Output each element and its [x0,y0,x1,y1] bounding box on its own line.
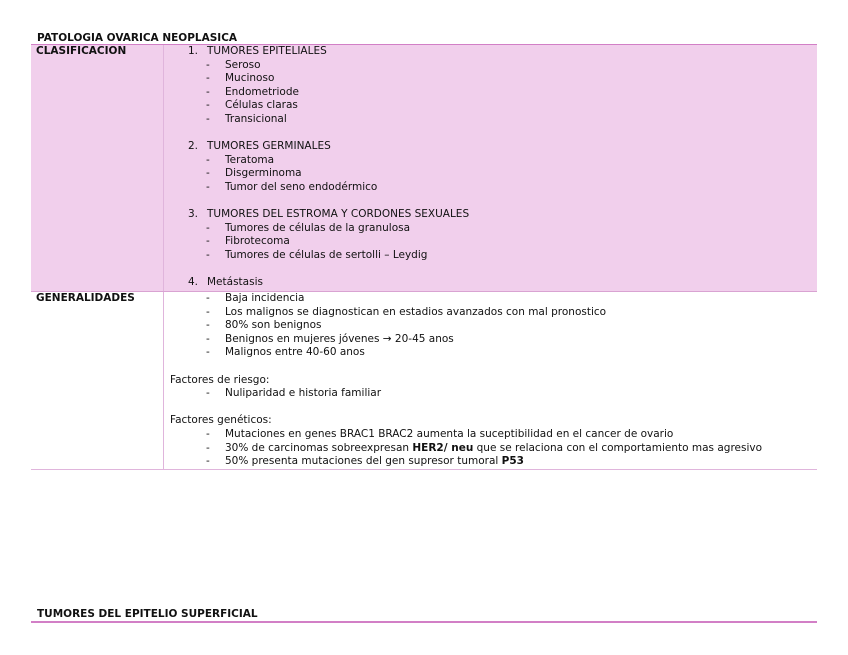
p53-term: P53 [501,455,524,468]
section-rule [31,621,817,623]
section-title: TUMORES DEL EPITELIO SUPERFICIAL [37,608,258,620]
group-items [170,222,817,263]
factores-riesgo-heading: Factores de riesgo: [170,373,270,386]
group-items [170,154,817,195]
list-item: - Células claras [206,99,298,112]
group-name: Metástasis [207,276,263,289]
list-item: - Malignos entre 40-60 anos [206,346,365,359]
group-heading [170,45,817,59]
her2-term: HER2/ neu [412,441,474,454]
list-item: - 80% son benignos [206,319,322,332]
list-item: - Nuliparidad e historia familiar [206,387,382,400]
group-epiteliales [170,45,817,127]
classification-table [31,45,817,470]
group-heading [170,140,817,154]
list-item: - 30% de carcinomas sobreexpresan HER2/ neu que se relaciona con el comportamiento mas agresivo [206,441,763,454]
group-estroma [170,208,817,262]
generalidades-content [164,292,818,470]
group-name: TUMORES GERMINALES [207,140,331,153]
group-items [170,59,817,127]
list-item: - Fibrotecoma [206,235,290,248]
group-name: TUMORES EPITELIALES [207,45,327,57]
list-item: - Tumor del seno endodérmico [206,180,378,193]
factores-geneticos-heading: Factores genéticos: [170,414,272,427]
list-item: - Benignos en mujeres jóvenes → 20-45 anos [206,332,454,345]
factores-geneticos-items [170,428,817,469]
group-number: 3. [188,208,199,221]
list-item: - 50% presenta mutaciones del gen supresor tumoral P53 [206,455,524,468]
group-heading [170,276,817,290]
list-item: - Baja incidencia [206,292,305,304]
list-item: - Tumores de células de sertolli – Leydig [206,248,428,261]
factores-riesgo-items [170,387,817,401]
group-number: 4. [188,276,199,289]
table-row-clasificacion [31,45,817,292]
group-number: 2. [188,140,199,153]
group-name: TUMORES DEL ESTROMA Y CORDONES SEXUALES [207,208,470,221]
generalidades-items [170,292,817,360]
list-item: - Disgerminoma [206,167,302,180]
list-item: - Los malignos se diagnostican en estadios avanzados con mal pronostico [206,305,607,318]
table-row-generalidades [31,292,817,470]
clasificacion-content [164,45,818,292]
list-item: - Mucinoso [206,72,275,85]
row-label-clasificacion: CLASIFICACION [31,45,164,292]
group-metastasis [170,276,817,290]
document-title: PATOLOGIA OVARICA NEOPLASICA [37,32,238,44]
list-item: - Mutaciones en genes BRAC1 BRAC2 aumenta la suceptibilidad en el cancer de ovario [206,427,674,440]
list-item: - Endometriode [206,85,299,98]
group-number: 1. [188,45,199,57]
list-item: - Seroso [206,58,261,71]
row-label-generalidades: GENERALIDADES [31,292,164,470]
group-heading [170,208,817,222]
group-germinales [170,140,817,194]
list-item: - Teratoma [206,153,275,166]
list-item: - Transicional [206,112,287,125]
list-item: - Tumores de células de la granulosa [206,221,411,234]
